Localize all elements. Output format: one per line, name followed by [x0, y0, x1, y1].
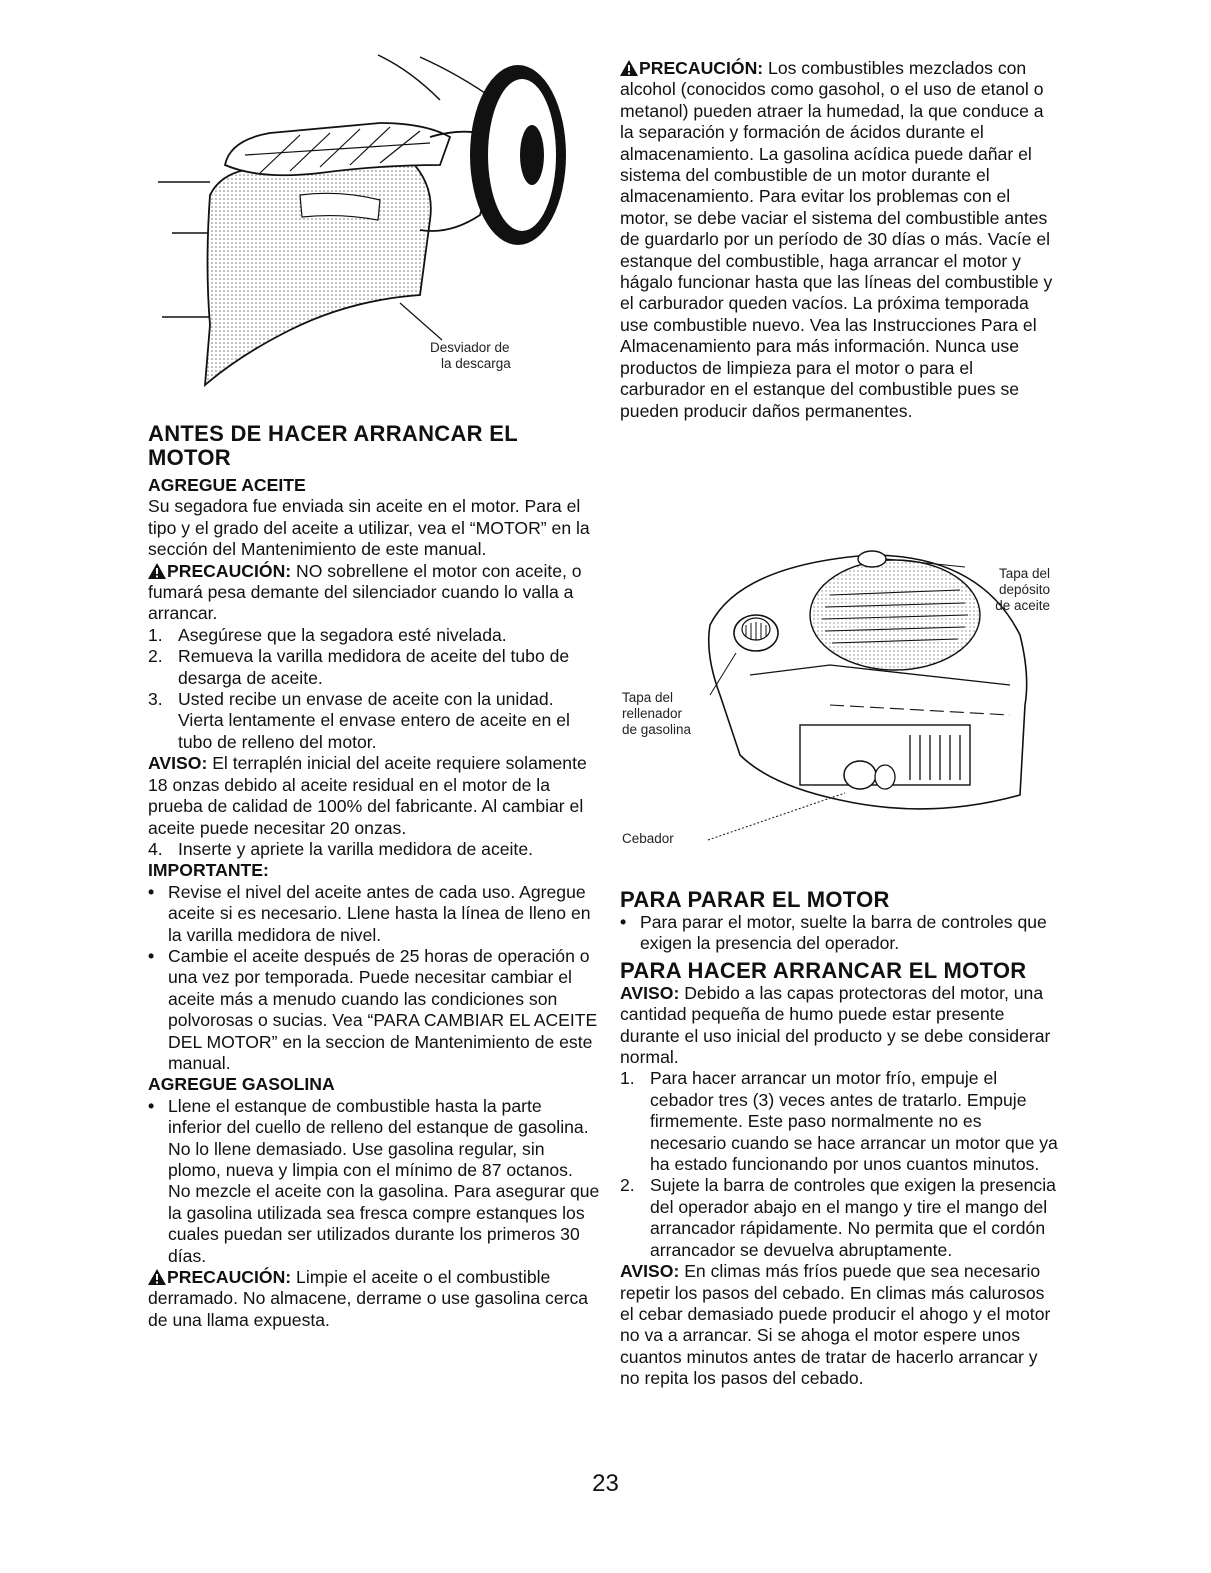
step-number: 4.	[148, 838, 163, 859]
deflector-label-line2: la descarga	[441, 356, 511, 371]
caution-text: NO sobrellene el motor con aceite, o fumará pesa demante del silenciador cuando lo valla a arrancar.	[148, 560, 582, 624]
step-text: Remueva la varilla medidora de aceite del tubo de desarga de aceite.	[178, 646, 570, 688]
oil-cap-label-line: depósito	[998, 582, 1050, 597]
fuel-cap-label-line: de gasolina	[622, 722, 692, 737]
fuel-cap-label-line: Tapa del	[622, 690, 674, 705]
list-item	[148, 839, 600, 860]
bullet-icon: •	[148, 1095, 155, 1116]
right-column-bottom	[620, 888, 1060, 1390]
bullet-text: Revise el nivel del aceite antes de cada uso. Agregue aceite si es necesario. Llene hasta la línea de lleno en la varilla medidora de nivel.	[168, 881, 591, 945]
notice-label: AVISO:	[620, 982, 680, 1003]
bullet-icon: •	[148, 881, 155, 902]
step-text: Asegúrese que la segadora esté nivelada.	[178, 624, 507, 645]
notice-climate	[620, 1261, 1060, 1389]
oil-cap-label-line: Tapa del	[998, 566, 1050, 581]
notice-text: El terraplén inicial del aceite requiere solamente 18 onzas debido al aceite residual en el motor de la prueba de calidad de 100% del fabricante. Al cambiar el aceite puede necesitar 20 onzas.	[148, 753, 587, 838]
notice-oil	[148, 753, 600, 839]
caution-label: PRECAUCIÓN:	[639, 58, 764, 78]
notice-label: AVISO:	[148, 753, 208, 774]
step-number: 2.	[148, 646, 163, 667]
fuel-cap-label-line: rellenador	[622, 706, 683, 721]
fuel-cap-label	[622, 690, 691, 738]
notice-text: Debido a las capas protectoras del motor, una cantidad pequeña de humo puede estar presente durante el uso inicial del producto y se debe considerar normal.	[620, 982, 1051, 1068]
right-column-top	[620, 58, 1060, 422]
warning-triangle-icon	[620, 60, 638, 76]
list-item	[148, 625, 600, 646]
notice-label: AVISO:	[620, 1261, 680, 1282]
caution-label: PRECAUCIÓN:	[167, 560, 292, 581]
deflector-label	[430, 340, 511, 372]
start-engine-heading: PARA HACER ARRANCAR EL MOTOR	[620, 957, 1027, 983]
gas-list	[148, 1096, 600, 1267]
left-column	[148, 422, 600, 1331]
important-list	[148, 882, 600, 1075]
add-oil-heading: AGREGUE ACEITE	[148, 475, 306, 495]
warning-triangle-icon	[148, 1269, 166, 1285]
step-number: 1.	[148, 624, 163, 645]
caution-alcohol-fuel	[620, 58, 1060, 422]
primer-label: Cebador	[622, 831, 674, 846]
stop-list	[620, 912, 1060, 955]
list-item	[148, 882, 600, 946]
oil-steps-list	[148, 625, 600, 753]
list-item	[620, 912, 1060, 955]
bullet-text: Cambie el aceite después de 25 horas de operación o una vez por temporada. Puede necesitar cambiar el aceite más a menudo cuando las condiciones son polvorosas o sucias. Vea “PARA CAMBIAR EL ACEITE DEL MOTOR” en la seccion de Mantenimiento de este manual.	[168, 945, 598, 1073]
oil-cap-label-line: de aceite	[995, 598, 1050, 613]
bullet-text: Para parar el motor, suelte la barra de controles que exigen la presencia del operador.	[640, 912, 1047, 954]
step-text: Sujete la barra de controles que exigen la presencia del operador abajo en el mango y tire el mango del arrancador rápidamente. No permita que el cordón arrancador se devuelva abruptamente.	[650, 1175, 1056, 1260]
list-item	[148, 646, 600, 689]
notice-text: En climas más fríos puede que sea necesario repetir los pasos del cebado. En climas más calurosos el cebar demasiado puede producir el ahogo y el motor no va a arrancar. Si se ahoga el motor espere unos cuantos minutos antes de tratar de hacerlo arrancar y no repita los pasos del cebado.	[620, 1261, 1051, 1389]
caution-text: Los combustibles mezclados con alcohol (conocidos como gasohol, o el uso de etanol o metanol) pueden atraer la humedad, la que conduce a la separación y formación de ácidos durante el almacenamiento. La gasolina acídica puede dañar el sistema del combustible de un motor durante el almacenamiento. Para evitar los problemas con el motor, se debe vaciar el sistema del combustible antes de guardarlo por un período de 30 días o más. Vacíe el estanque del combustible, haga arrancar el motor y hágalo funcionar hasta que las líneas del combustible y el carburador queden vacíos. La próxima temporada use combustible nuevo. Vea las Instrucciones Para el Almacenamiento para más información. Nunca use productos de limpieza para el motor o para el carburador en el estanque del combustible pues se pueden producir daños permanentes.	[620, 58, 1053, 421]
caution-label: PRECAUCIÓN:	[167, 1267, 292, 1288]
list-item	[620, 1068, 1060, 1175]
section-title-before-start	[148, 422, 600, 470]
step-number: 1.	[620, 1068, 635, 1089]
bullet-text: Llene el estanque de combustible hasta la parte inferior del cuello de relleno del estanque de gasolina. No lo llene demasiado. Use gasolina regular, sin plomo, nueva y limpia con el mínimo de 87 octanos. No mezcle el aceite con la gasolina. Para asegurar que la gasolina utilizada sea fresca compre estanques los cuales puedan ser utilizados durante los primeros 30 días.	[168, 1095, 600, 1266]
warning-triangle-icon	[148, 563, 166, 579]
add-gas-heading: AGREGUE GASOLINA	[148, 1074, 335, 1095]
mower-deflector-illustration	[150, 45, 590, 400]
notice-smoke	[620, 983, 1060, 1069]
page-number: 23	[592, 1470, 619, 1497]
list-item	[148, 689, 600, 753]
list-item	[148, 946, 600, 1074]
title-line-1: ANTES DE HACER ARRANCAR EL	[148, 421, 518, 446]
list-item	[148, 1096, 600, 1267]
bullet-icon: •	[148, 945, 155, 966]
oil-cap-label	[980, 566, 1050, 614]
step-number: 2.	[620, 1175, 635, 1196]
step-text: Inserte y apriete la varilla medidora de aceite.	[178, 838, 533, 859]
oil-step4-list	[148, 839, 600, 860]
caution-text: Limpie el aceite o el combustible derramado. No almacene, derrame o use gasolina cerca de una llama expuesta.	[148, 1267, 589, 1330]
add-oil-text: Su segadora fue enviada sin aceite en el motor. Para el tipo y el grado del aceite a utilizar, vea el “MOTOR” en la sección del Mantenimiento de este manual.	[148, 496, 590, 560]
list-item	[620, 1175, 1060, 1261]
important-heading: IMPORTANTE:	[148, 860, 269, 881]
bullet-icon: •	[620, 912, 627, 932]
start-steps-list	[620, 1068, 1060, 1261]
step-text: Para hacer arrancar un motor frío, empuje el cebador tres (3) veces antes de tratarlo. Empuje firmemente. Este paso normalmente no es necesario cuando se hace arrancar un motor que ya ha estado funcionando por unos cuantos minutos.	[650, 1068, 1058, 1175]
caution-oil	[148, 561, 600, 625]
caution-gas	[148, 1267, 600, 1331]
step-text: Usted recibe un envase de aceite con la unidad. Vierta lentamente el envase entero de aceite en el tubo de relleno del motor.	[178, 689, 570, 752]
deflector-label-line1: Desviador de	[430, 340, 510, 355]
step-number: 3.	[148, 689, 163, 710]
stop-engine-heading: PARA PARAR EL MOTOR	[620, 887, 890, 912]
title-line-2: MOTOR	[148, 445, 231, 470]
